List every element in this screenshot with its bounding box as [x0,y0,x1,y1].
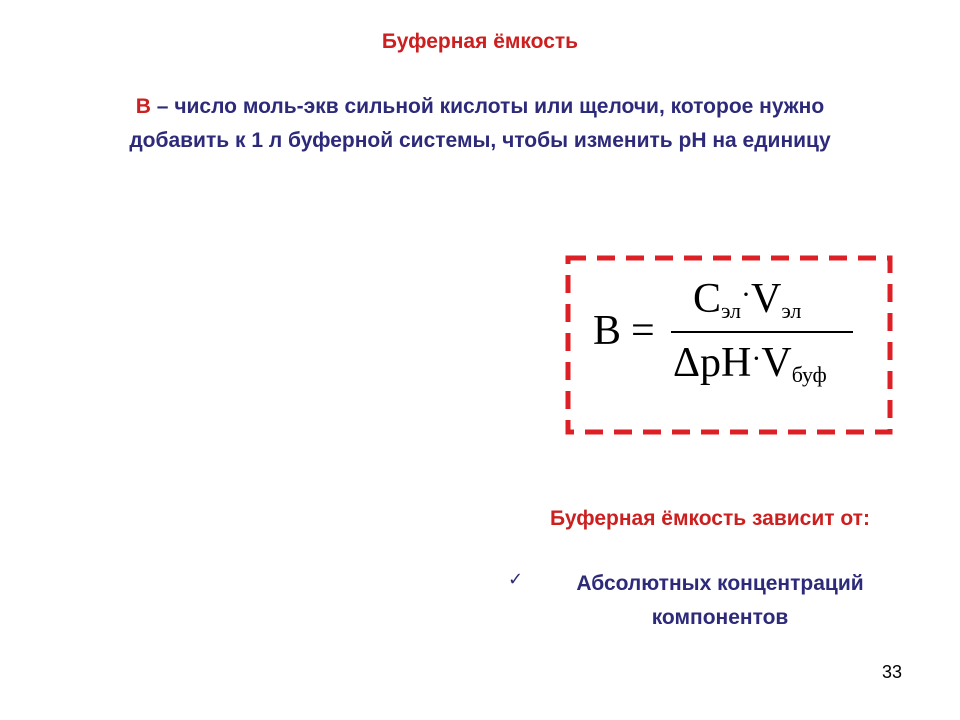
denominator-v-sub: буф [791,362,827,387]
denominator-v: V [761,340,792,386]
formula-equals: = [631,308,655,354]
formula-box [565,255,893,435]
formula-numerator [693,275,801,323]
definition-text-1: – число моль-экв сильной кислоты или щелочи, которое нужно [150,95,825,118]
fraction-line [671,331,853,333]
page-number: 33 [881,662,902,682]
definition-line-1 [0,90,960,124]
definition-line-2: добавить к 1 л буферной системы, чтобы изменить pH на единицу [129,129,831,152]
buffer-capacity-formula [565,255,893,435]
denominator-delta-ph: ΔpH [673,340,752,386]
numerator-dot: · [741,278,752,311]
numerator-v-sub: эл [781,298,802,323]
formula-lhs: B [593,308,622,354]
list-item-line-2: компонентов [651,606,789,629]
denominator-dot: · [751,342,762,375]
list-item [520,567,920,635]
list-item-line-1: Абсолютных концентраций [576,572,864,595]
depends-heading: Буферная ёмкость зависит от: [550,507,870,530]
formula-denominator [673,339,827,387]
numerator-c-sub: эл [721,298,742,323]
definition [0,90,960,158]
numerator-c: C [693,276,722,322]
definition-term: B [135,95,151,118]
checkmark-icon: ✓ [508,569,524,590]
numerator-v: V [751,276,782,322]
slide-title: Буферная ёмкость [381,30,579,53]
